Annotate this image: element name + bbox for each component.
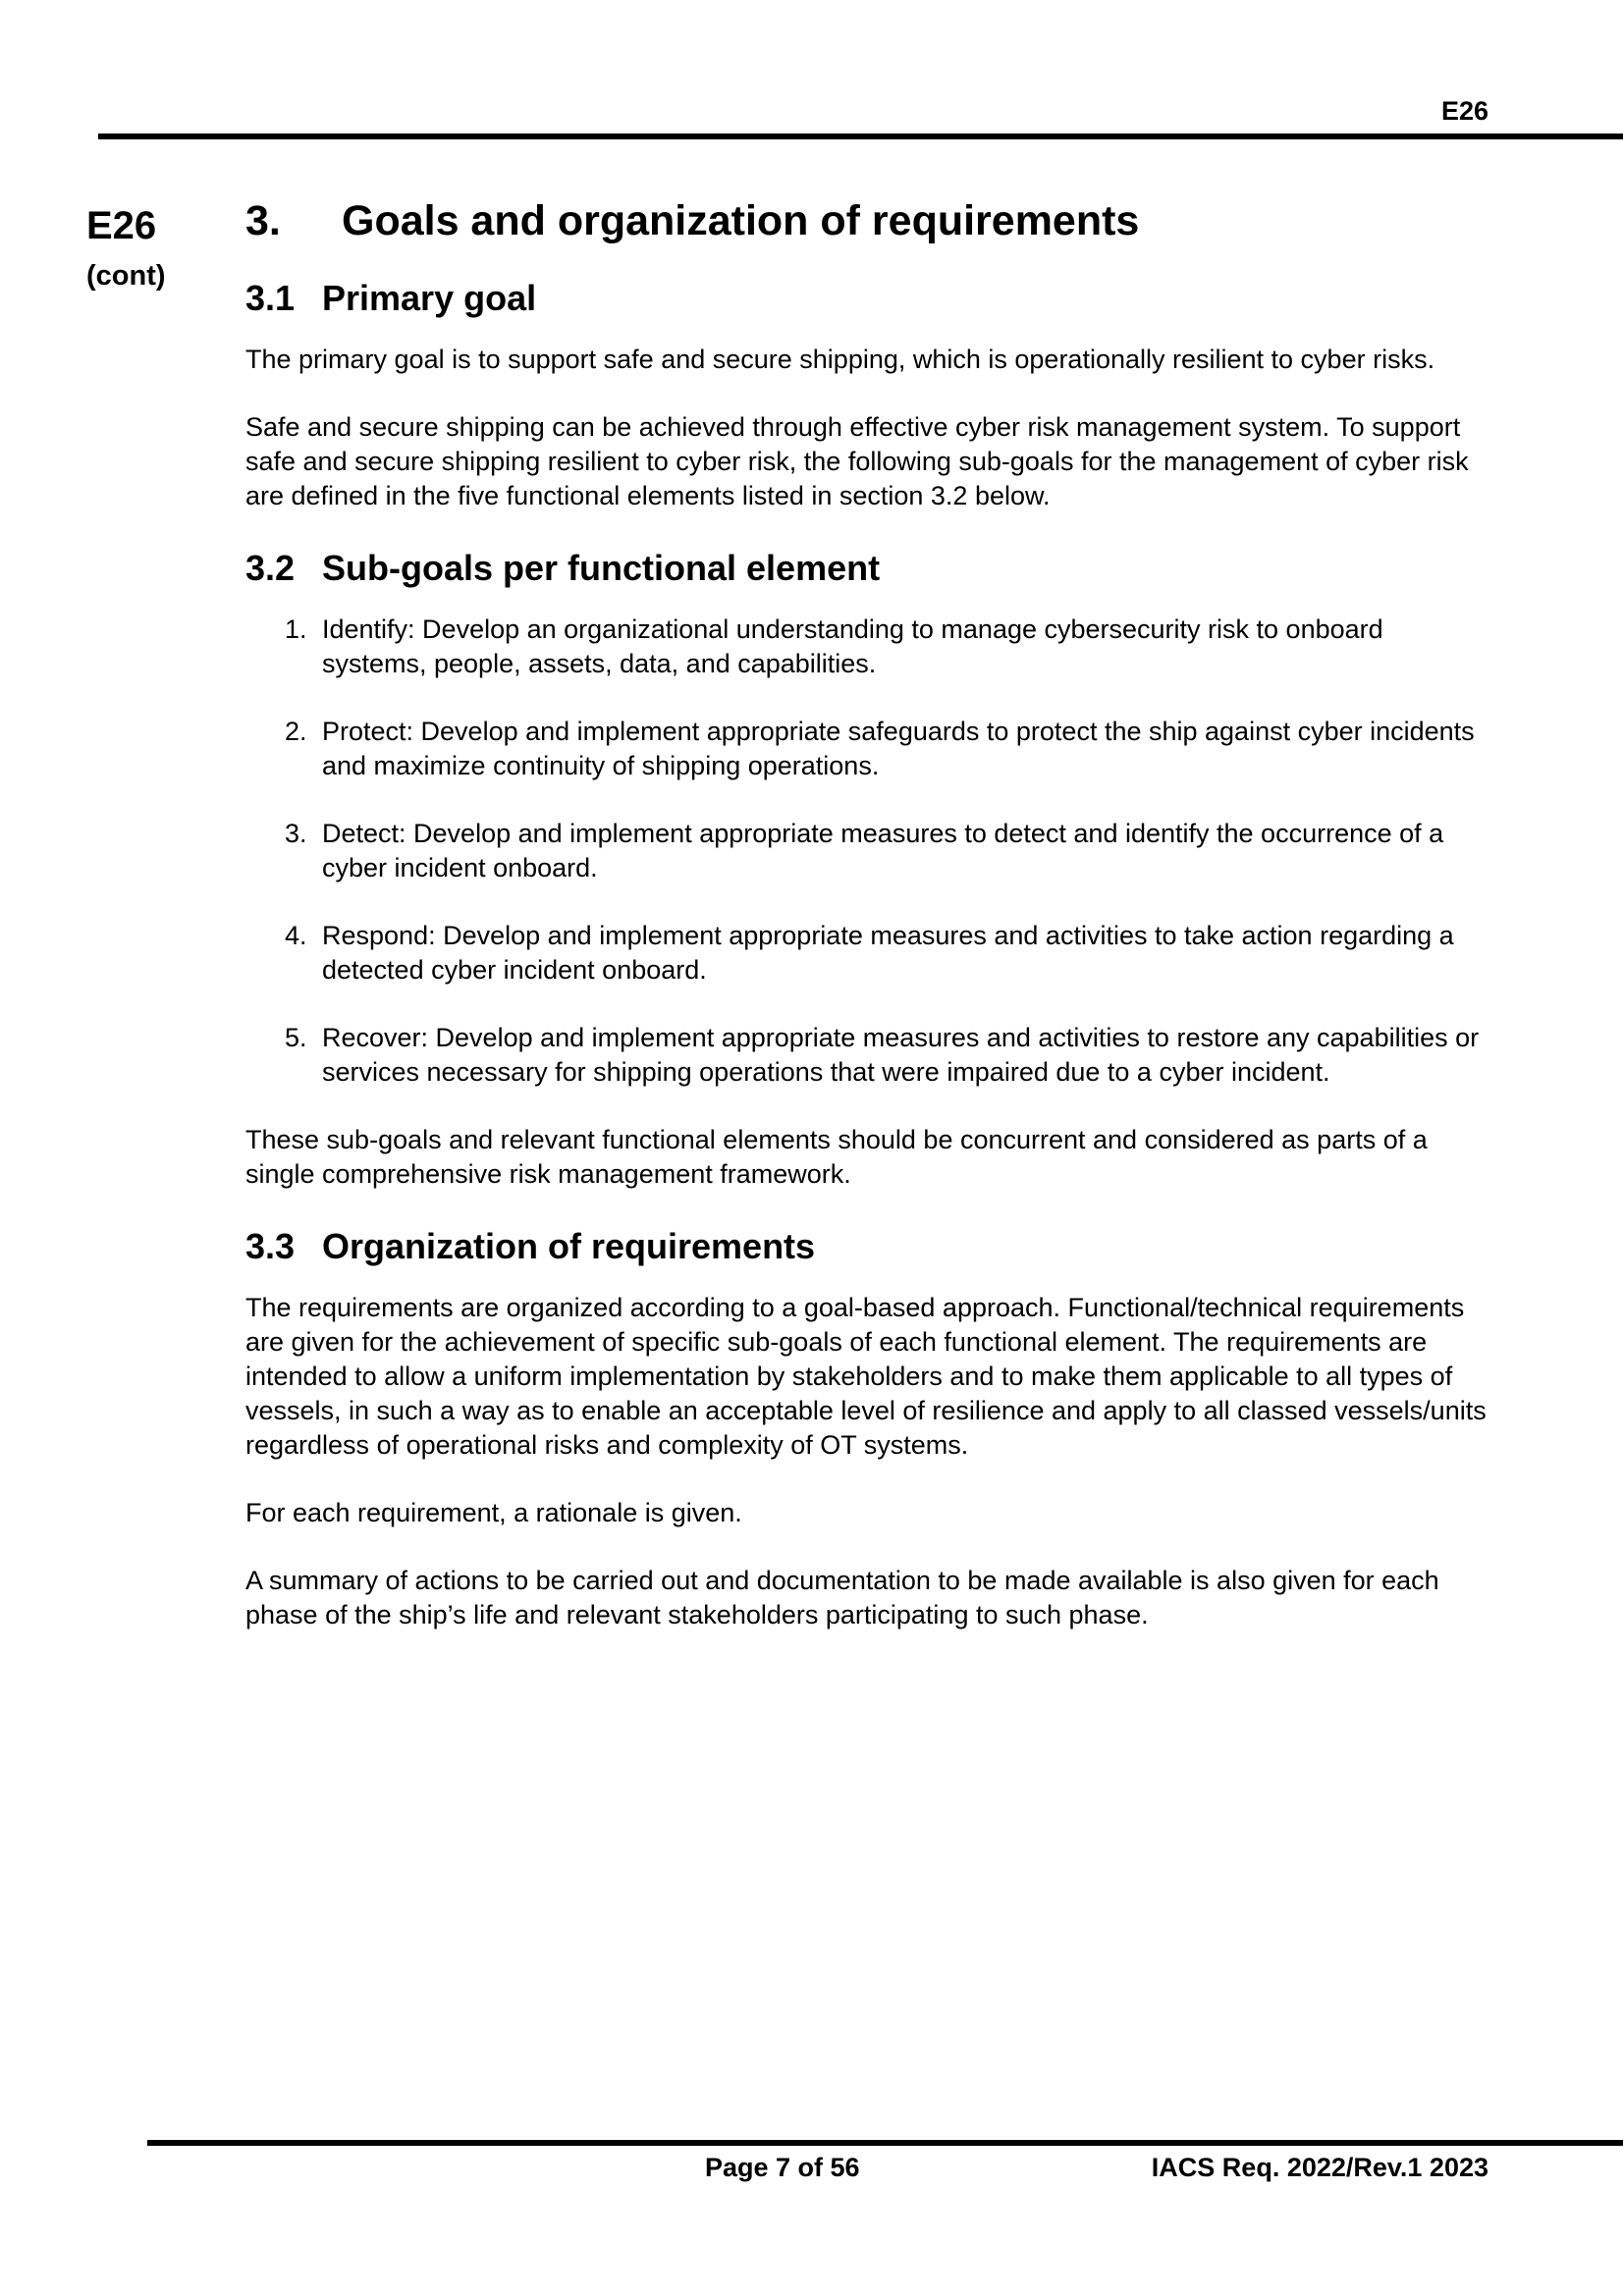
subsection-number: 3.1 xyxy=(245,277,296,318)
list-item xyxy=(245,613,1492,681)
list-item-text: Protect: Develop and implement appropriate safeguards to protect the ship against cyber incidents and maximize continuity of shipping operations. xyxy=(322,716,1475,780)
subsection-heading-3-3 xyxy=(245,1225,1492,1267)
list-item-number: 3. xyxy=(285,818,307,848)
header-rule xyxy=(98,133,1623,139)
list-item-number: 1. xyxy=(285,614,307,644)
margin-cont: (cont) xyxy=(86,260,166,292)
footer-rule xyxy=(147,2140,1623,2146)
paragraph: Safe and secure shipping can be achieved through effective cyber risk management system. To support safe and secure shipping resilient to cyber risk, the following sub-goals for the management of cyber risk are defined in the five functional elements listed in section 3.2 below. xyxy=(245,411,1469,510)
subsection-heading-3-2 xyxy=(245,547,1492,589)
subsection-title: Primary goal xyxy=(322,277,537,318)
list-item-number: 4. xyxy=(285,920,307,950)
document-reference: IACS Req. 2022/Rev.1 2023 xyxy=(1151,2153,1488,2182)
list-item-number: 2. xyxy=(285,716,307,746)
list-item xyxy=(245,919,1492,988)
list-item-text: Respond: Develop and implement appropriate measures and activities to take action regarding a detected cyber incident onboard. xyxy=(322,920,1454,985)
section-heading xyxy=(245,196,1492,247)
subsection-number: 3.3 xyxy=(245,1225,296,1266)
subsection-number: 3.2 xyxy=(245,547,296,588)
subsection-title: Organization of requirements xyxy=(322,1225,816,1266)
paragraph: A summary of actions to be carried out and documentation to be made available is also given for each phase of the ship’s life and relevant stakeholders participating to such phase. xyxy=(245,1566,1439,1630)
margin-code: E26 xyxy=(86,204,157,247)
paragraph: The requirements are organized according to a goal-based approach. Functional/technical requirements are given for the achievement of specific sub-goals of each functional element. The requirements are intended to allow a uniform implementation by stakeholders and to make them applicable to all types of vessels, in such a way as to enable an acceptable level of resilience and apply to all classed vessels/units regardless of operational risks and complexity of OT systems. xyxy=(245,1293,1487,1461)
subgoals-list xyxy=(245,613,1492,1090)
subsection-title: Sub-goals per functional element xyxy=(322,547,881,588)
paragraph: These sub-goals and relevant functional elements should be concurrent and considered as parts of a single comprehensive risk management framework. xyxy=(245,1124,1428,1189)
subsection-heading-3-1 xyxy=(245,277,1492,319)
list-item xyxy=(245,817,1492,885)
list-item xyxy=(245,715,1492,783)
paragraph: For each requirement, a rationale is given. xyxy=(245,1498,742,1528)
page-content xyxy=(245,196,1492,1666)
list-item-text: Recover: Develop and implement appropriate measures and activities to restore any capabilities or services necessary for shipping operations that were impaired due to a cyber incident. xyxy=(322,1022,1480,1087)
list-item xyxy=(245,1021,1492,1090)
list-item-text: Identify: Develop an organizational understanding to manage cybersecurity risk to onboard systems, people, assets, data, and capabilities. xyxy=(322,614,1383,678)
section-number: 3. xyxy=(245,197,281,244)
paragraph: The primary goal is to support safe and secure shipping, which is operationally resilient to cyber risks. xyxy=(245,344,1435,374)
list-item-text: Detect: Develop and implement appropriate measures to detect and identify the occurrence of a cyber incident onboard. xyxy=(322,818,1444,882)
header-code: E26 xyxy=(1440,96,1488,126)
section-title: Goals and organization of requirements xyxy=(342,197,1140,244)
list-item-number: 5. xyxy=(285,1022,307,1052)
page-number: Page 7 of 56 xyxy=(705,2153,860,2182)
